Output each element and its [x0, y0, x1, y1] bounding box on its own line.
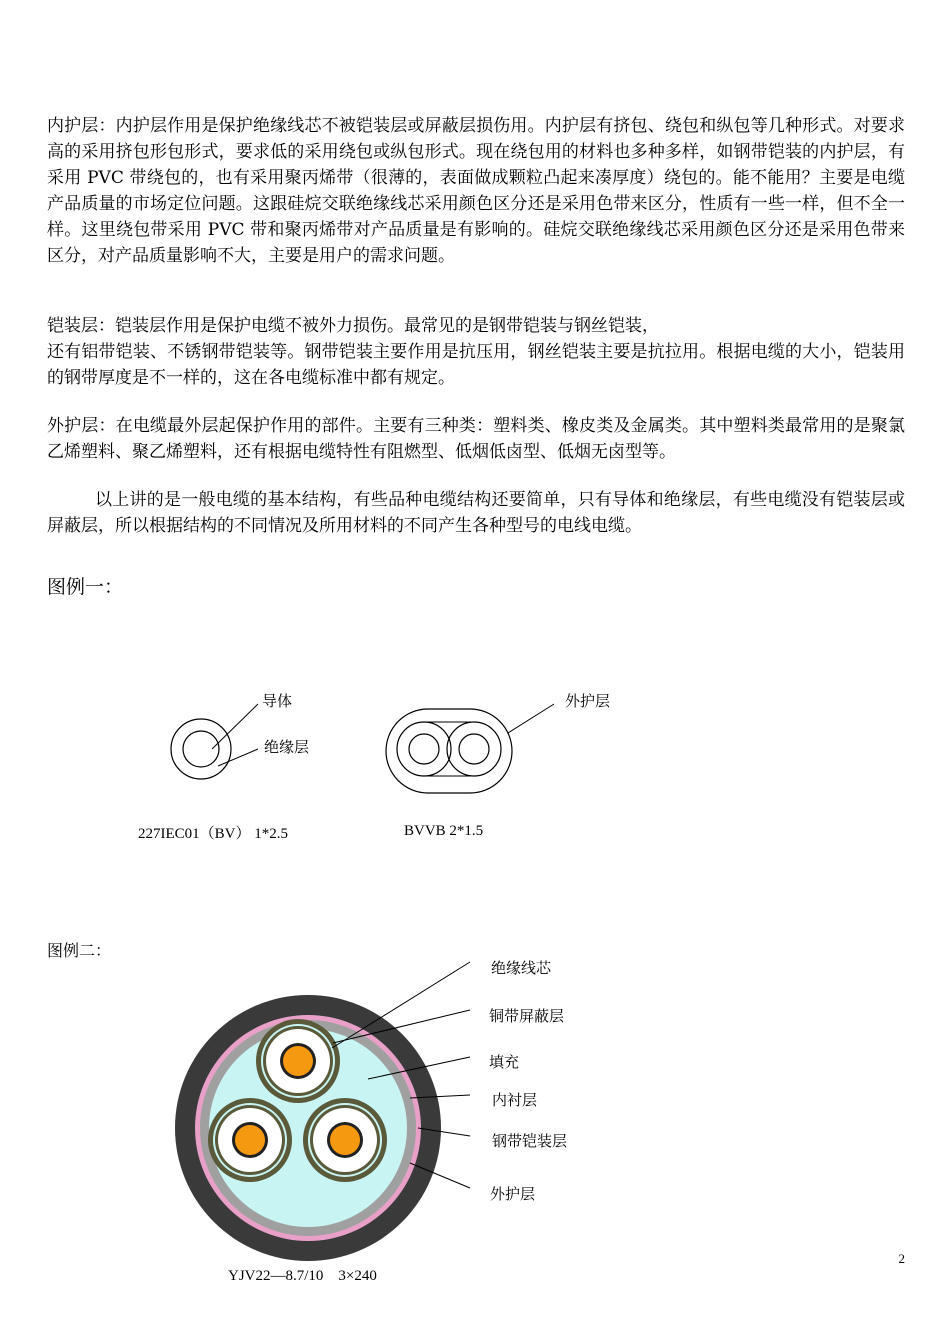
label-insulated-core: 绝缘线芯 [491, 959, 552, 977]
label-steel-armor: 钢带铠装层 [492, 1132, 568, 1150]
caption-yjv22: YJV22—8.7/10 3×240 [228, 1268, 377, 1284]
label-insulation: 绝缘层 [264, 738, 310, 756]
core-left [208, 1098, 292, 1182]
label-inner-lining: 内衬层 [492, 1091, 538, 1109]
yjv22-cable-cross-section [175, 962, 470, 1261]
armor-text-line1: 铠装层：铠装层作用是保护电缆不被外力损伤。最常见的是钢带铠装与钢丝铠装， [47, 316, 659, 336]
inner-sheath-text: 内护层：内护层作用是保护绝缘线芯不被铠装层或屏蔽层损伤用。内护层有挤包、绕包和纵包等几种形式。对要求高的采用挤包形包形式，要求低的采用绕包或纵包形式。现在绕包用的材料也多种多样，如钢带铠装的内护层，有采用 PVC 带绕包的，也有采用聚丙烯带（很薄的，表面做成颗粒凸起来凑厚度）绕包的。能不能用？主要是电缆产品质量的市场定位问题。这跟硅烷交联绝缘线芯采用颜色区分还是采用色带来区分，性质有一些一样，但不全一样。这里绕包带采用 PVC 带和聚丙烯带对产品质量是有影响的。硅烷交联绝缘线芯采用颜色区分还是采用色带来区分，对产品质量影响不大，主要是用户的需求问题。 [47, 116, 905, 266]
figure1-heading: 图例一： [47, 576, 124, 598]
label-filler: 填充 [489, 1053, 520, 1071]
label-outer-sheath: 外护层 [565, 692, 611, 710]
label-outer-sheath-2: 外护层 [490, 1185, 536, 1203]
core-right [303, 1098, 387, 1182]
label-copper-shield: 铜带屏蔽层 [489, 1007, 565, 1025]
core-top [256, 1019, 340, 1103]
bvvb-cable-cross-section [386, 704, 554, 793]
caption-bv: 227IEC01（BV） 1*2.5 [138, 826, 289, 842]
page-number: 2 [898, 1251, 905, 1266]
summary-text: 以上讲的是一般电缆的基本结构，有些品种电缆结构还要简单，只有导体和绝缘层，有些电缆没有铠装层或屏蔽层，所以根据结构的不同情况及所用材料的不同产生各种型号的电线电缆。 [47, 490, 905, 536]
bv-cable-cross-section [171, 704, 258, 779]
caption-bvvb: BVVB 2*1.5 [404, 823, 484, 839]
label-conductor: 导体 [262, 692, 293, 710]
outer-sheath-text: 外护层：在电缆最外层起保护作用的部件。主要有三种类：塑料类、橡皮类及金属类。其中塑料类最常用的是聚氯乙烯塑料、聚乙烯塑料，还有根据电缆特性有阻燃型、低烟低卤型、低烟无卤型等。 [47, 416, 905, 462]
figure2-heading: 图例二： [47, 941, 112, 960]
armor-text-line2: 还有铝带铠装、不锈钢带铠装等。钢带铠装主要作用是抗压用，钢丝铠装主要是抗拉用。根据电缆的大小，铠装用的钢带厚度是不一样的，这在各电缆标准中都有规定。 [47, 342, 905, 388]
